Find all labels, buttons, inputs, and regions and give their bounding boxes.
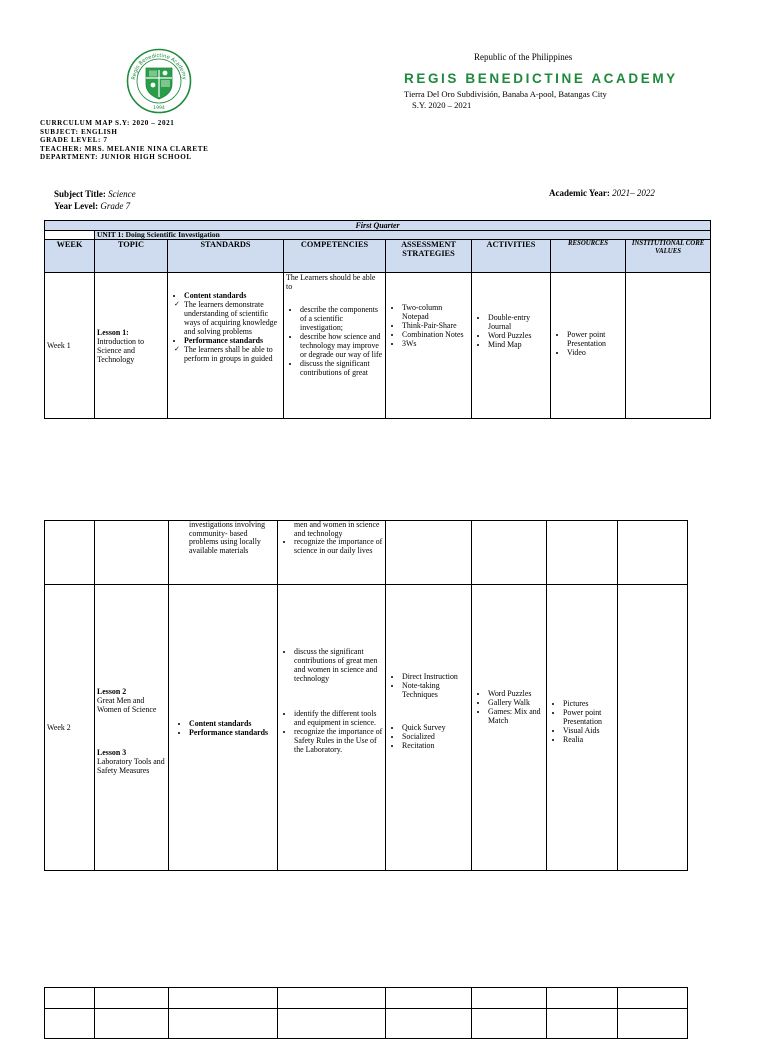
competencies-cell [278, 585, 386, 871]
standards-cont-cell: investigations involving community- based problems using locally available materials [169, 521, 278, 585]
curriculum-meta [40, 119, 208, 162]
table-row-empty [45, 988, 688, 1009]
list-item: • Content standards [189, 719, 275, 728]
col-activities: ACTIVITIES [472, 240, 551, 273]
lesson-label: Lesson 1 [97, 327, 127, 337]
quarter-header: First Quarter [45, 221, 711, 231]
academic-year-label: Academic Year [549, 188, 607, 198]
list-item: • Pictures [563, 699, 615, 708]
week-cell: Week 1 [45, 273, 95, 419]
core-values-cell [618, 521, 688, 585]
list-item: • recognize the importance of Safety Rules in the Use of the Laboratory. [294, 727, 383, 754]
seal-text: Regis Benedictine Academy [130, 52, 187, 81]
col-core-values: INSTITUTIONAL CORE VALUES [626, 240, 711, 273]
unit-header: UNIT 1: Doing Scientific Investigation [95, 231, 711, 240]
subject-title-value: Science [108, 189, 136, 199]
list-item: • Two-column Notepad [402, 303, 469, 321]
list-item: • Realia [563, 735, 615, 744]
competencies-cell [284, 273, 386, 419]
lesson-label: Lesson 2 [97, 686, 127, 696]
school-name: REGIS BENEDICTINE ACADEMY [404, 71, 678, 86]
activities-cell [472, 273, 551, 419]
list-item: • Games: Mix and Match [488, 707, 544, 725]
meta-line: CURRCULUM MAP S.Y: 2020 – 2021 [40, 119, 175, 127]
lesson-label: Lesson 3 [97, 747, 127, 757]
std-content-label: • Content standards [184, 291, 281, 300]
list-item: • recognize the importance of science in our daily lives [294, 538, 383, 555]
topic-cell: Lesson 1: Introduction to Science and Technology [95, 273, 168, 419]
std-perf-text: ✓ The learners shall be able to perform in groups in guided [184, 345, 281, 363]
list-item: • Mind Map [488, 340, 548, 349]
list-item: • discuss the significant contributions of great [300, 359, 383, 377]
assessment-cell [386, 585, 472, 871]
table-row-week2 [45, 585, 688, 871]
comp-cont-text: men and women in science and technology [294, 520, 380, 538]
curriculum-table-q1 [44, 220, 711, 419]
std-perf-label: • Performance standards [184, 336, 281, 345]
std-content-text: ✓ The learners demonstrate understanding of scientific ways of acquiring knowledge and solving problems [184, 300, 281, 336]
col-assessment: ASSESSMENT STRATEGIES [386, 240, 472, 273]
resources-cell [547, 585, 618, 871]
list-item: • Video [567, 348, 623, 357]
list-item: • Gallery Walk [488, 698, 544, 707]
curriculum-table-cont [44, 520, 688, 871]
col-resources: RESOURCES [551, 240, 626, 273]
republic-label: Republic of the Philippines [474, 52, 573, 62]
lesson-title: Great Men and Women of Science [97, 695, 157, 714]
competencies-cont-cell [278, 521, 386, 585]
school-seal-logo [126, 48, 192, 114]
meta-line: DEPARTMENT: JUNIOR HIGH SCHOOL [40, 153, 192, 162]
list-item: • Power point Presentation [563, 708, 615, 726]
list-item: • Word Puzzles [488, 689, 544, 698]
seal-year: 1994 [153, 106, 165, 111]
list-item: • describe how science and technology may improve or degrade our way of life [300, 332, 383, 359]
col-topic: TOPIC [95, 240, 168, 273]
lesson-title: Introduction to Science and Technology [97, 336, 145, 364]
core-values-cell [618, 585, 688, 871]
list-item: • Recitation [402, 741, 469, 750]
list-item: • Power point Presentation [567, 330, 623, 348]
activities-cell [472, 521, 547, 585]
core-values-cell [626, 273, 711, 419]
resources-cell [551, 273, 626, 419]
list-item: • Note-taking Techniques [402, 681, 469, 699]
list-item: • 3Ws [402, 339, 469, 348]
standards-cell [169, 585, 278, 871]
curriculum-table-next [44, 987, 688, 1039]
week-cell [45, 521, 95, 585]
col-competencies: COMPETENCIES [284, 240, 386, 273]
academic-year: Academic Year: 2021– 2022 [549, 188, 655, 198]
assessment-cell [386, 273, 472, 419]
year-level-label: Year Level [54, 201, 96, 211]
meta-line: GRADE LEVEL: 7 [40, 136, 108, 145]
topic-cell [95, 521, 169, 585]
list-item: • Direct Instruction [402, 672, 469, 681]
meta-line: SUBJECT: ENGLISH [40, 127, 118, 136]
subject-info: Subject Title: Science Year Level: Grade 7 [54, 189, 136, 211]
standards-cell [168, 273, 284, 419]
list-item: • Quick Survey [402, 723, 469, 732]
list-item: • describe the components of a scientific investigation; [300, 305, 383, 332]
school-year: S.Y. 2020 – 2021 [412, 100, 472, 110]
resources-cell [547, 521, 618, 585]
list-item: • identify the different tools and equipment in science. [294, 709, 383, 727]
list-item: • Word Puzzles [488, 331, 548, 340]
topic-cell [95, 585, 169, 871]
col-week: WEEK [45, 240, 95, 273]
week-cell: Week 2 [45, 585, 95, 871]
list-item: • Think-Pair-Share [402, 321, 469, 330]
year-level-value: Grade 7 [100, 201, 131, 211]
subject-title-label: Subject Title [54, 189, 103, 199]
assessment-cell [386, 521, 472, 585]
activities-cell [472, 585, 547, 871]
list-item: • Combination Notes [402, 330, 469, 339]
list-item: • Socialized [402, 732, 469, 741]
comp-intro: The Learners should be able to [286, 273, 376, 291]
lesson-title: Laboratory Tools and Safety Measures [97, 756, 165, 775]
table-row-week1 [45, 273, 711, 419]
academic-year-value: 2021– 2022 [612, 188, 655, 198]
list-item: • Double-entry Journal [488, 313, 548, 331]
school-address: Tierra Del Oro Subdivisión, Banaba A-pool, Batangas City [404, 89, 607, 99]
meta-line: TEACHER: MRS. MELANIE NINA CLARETE [40, 144, 209, 153]
list-item: • Visual Aids [563, 726, 615, 735]
col-standards: STANDARDS [168, 240, 284, 273]
list-item: • discuss the significant contributions of great men and women in science and technology [294, 647, 383, 683]
table-row-continued [45, 521, 688, 585]
list-item: • Performance standards [189, 728, 275, 737]
